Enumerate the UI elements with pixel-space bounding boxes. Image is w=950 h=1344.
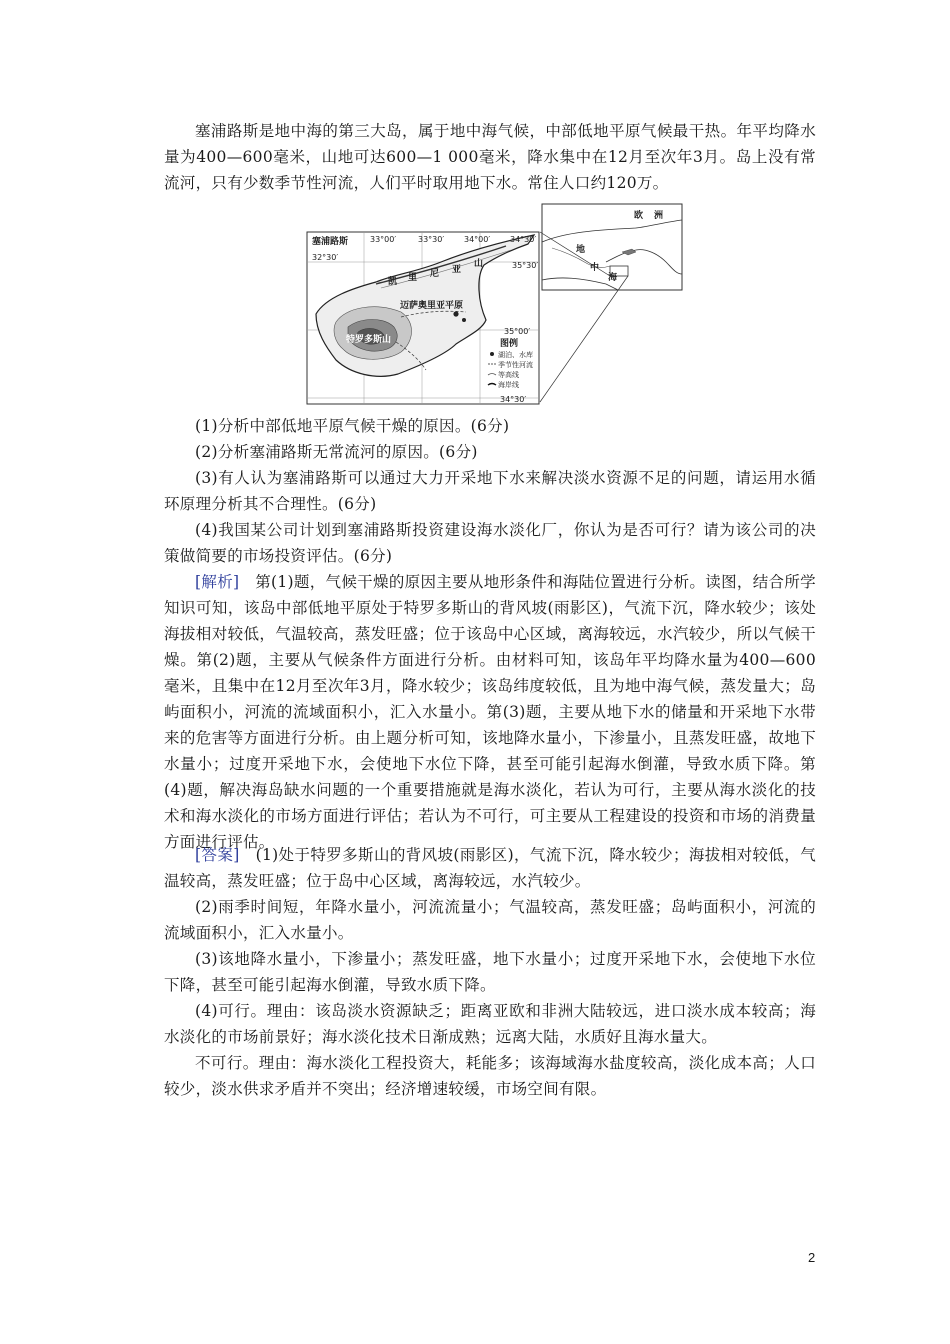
map-feature-label: 山 [474,259,484,269]
answer-1: (1)处于特罗多斯山的背风坡(雨影区)，气流下沉，降水较少；海拔相对较低，气温较高，蒸发旺盛；位于岛中心区域，离海较远，水汽较少。 [164,846,816,890]
lat-label: 32°30′ [312,253,339,262]
lat-label: 35°00′ [504,327,531,336]
map-feature-label: 凯 [388,277,398,287]
inset-label: 中 [590,263,600,273]
plain-label: 迈萨奥里亚平原 [400,301,464,311]
answer-tag: [答案] [195,846,240,864]
question-4: (4)我国某公司计划到塞浦路斯投资建设海水淡化厂，你认为是否可行？请为该公司的决策做简要的市场投资评估。(6分) [164,521,816,565]
cyprus-map-figure [306,202,686,408]
legend-item: 季节性河流 [498,361,533,369]
map-title: 塞浦路斯 [312,237,349,247]
inset-label: 海 [608,273,618,283]
inset-label: 洲 [654,211,664,221]
lat-label: 34°30′ [500,395,527,404]
map-feature-label: 里 [408,273,418,283]
answer-4-alternative: 不可行。理由：海水淡化工程投资大，耗能多；该海域海水盐度较高，淡化成本高；人口较少，淡水供求矛盾并不突出；经济增速较缓，市场空间有限。 [164,1054,816,1098]
page-number: 2 [808,1250,816,1265]
answer-2: (2)雨季时间短，年降水量小，河流流量小；气温较高，蒸发旺盛；岛屿面积小，河流的流域面积小，汇入水量小。 [164,898,816,942]
answer-1-paragraph [164,842,816,894]
inset-label: 地 [576,245,586,255]
mountain-label: 特罗多斯山 [346,335,392,345]
analysis-paragraph [164,569,816,855]
map-feature-label: 亚 [452,265,462,275]
map-feature-label: 尼 [430,269,440,279]
answer-4: (4)可行。理由：该岛淡水资源缺乏；距离亚欧和非洲大陆较远，进口淡水成本较高；海水淡化的市场前景好；海水淡化技术日渐成熟；远离大陆，水质好且海水量大。 [164,1002,816,1046]
question-1: (1)分析中部低地平原气候干燥的原因。(6分) [195,417,510,435]
cyprus-map [306,202,686,408]
inset-label: 欧 [634,211,644,221]
legend-item: 湖泊、水库 [498,351,533,359]
question-2: (2)分析塞浦路斯无常流河的原因。(6分) [195,443,478,461]
lat-label: 35°30′ [512,261,539,270]
question-3: (3)有人认为塞浦路斯可以通过大力开采地下水来解决淡水资源不足的问题，请运用水循环原理分析其不合理性。(6分) [164,469,816,513]
lon-label: 34°30′ [510,235,537,244]
lon-label: 34°00′ [464,235,491,244]
legend-item: 海岸线 [498,381,519,389]
legend-title: 图例 [500,339,519,349]
analysis-tag: [解析] [195,573,240,591]
analysis-text: 第(1)题，气候干燥的原因主要从地形条件和海陆位置进行分析。读图，结合所学知识可知，该岛中部低地平原处于特罗多斯山的背风坡(雨影区)，气流下沉，降水较少；该处海拔相对较低，气温较高，蒸发旺盛；位于该岛中心区域，离海较远，水汽较少，所以气候干燥。第(2)题，主要从气候条件方面进行分析。由材料可知，该岛年平均降水量为400—600毫米，且集中在12月至次年3月，降水较少；该岛纬度较低，且为地中海气候，蒸发量大；岛屿面积小，河流的流域面积小，汇入水量小。第(3)题，主要从地下水的储量和开采地下水带来的危害等方面进行分析。由上题分析可知，该地降水量小，下渗量小，且蒸发旺盛，故地下水量小；过度开采地下水，会使地下水位下降，甚至可能引起海水倒灌，导致水质下降。第(4)题，解决海岛缺水问题的一个重要措施就是海水淡化，若认为可行，主要从海水淡化的技术和海水淡化的市场方面进行评估；若认为不可行，可主要从工程建设的投资和市场的消费量方面进行评估。 [164,573,816,851]
legend-item: 等高线 [498,371,519,379]
lon-label: 33°30′ [418,235,445,244]
intro-paragraph: 塞浦路斯是地中海的第三大岛，属于地中海气候，中部低地平原气候最干热。年平均降水量为400—600毫米，山地可达600—1 000毫米，降水集中在12月至次年3月。岛上没有常流河，只有少数季节性河流，人们平时取用地下水。常住人口约120万。 [164,122,816,192]
lon-label: 33°00′ [370,235,397,244]
answer-3: (3)该地降水量小，下渗量小；蒸发旺盛，地下水量小；过度开采地下水，会使地下水位下降，甚至可能引起海水倒灌，导致水质下降。 [164,950,816,994]
